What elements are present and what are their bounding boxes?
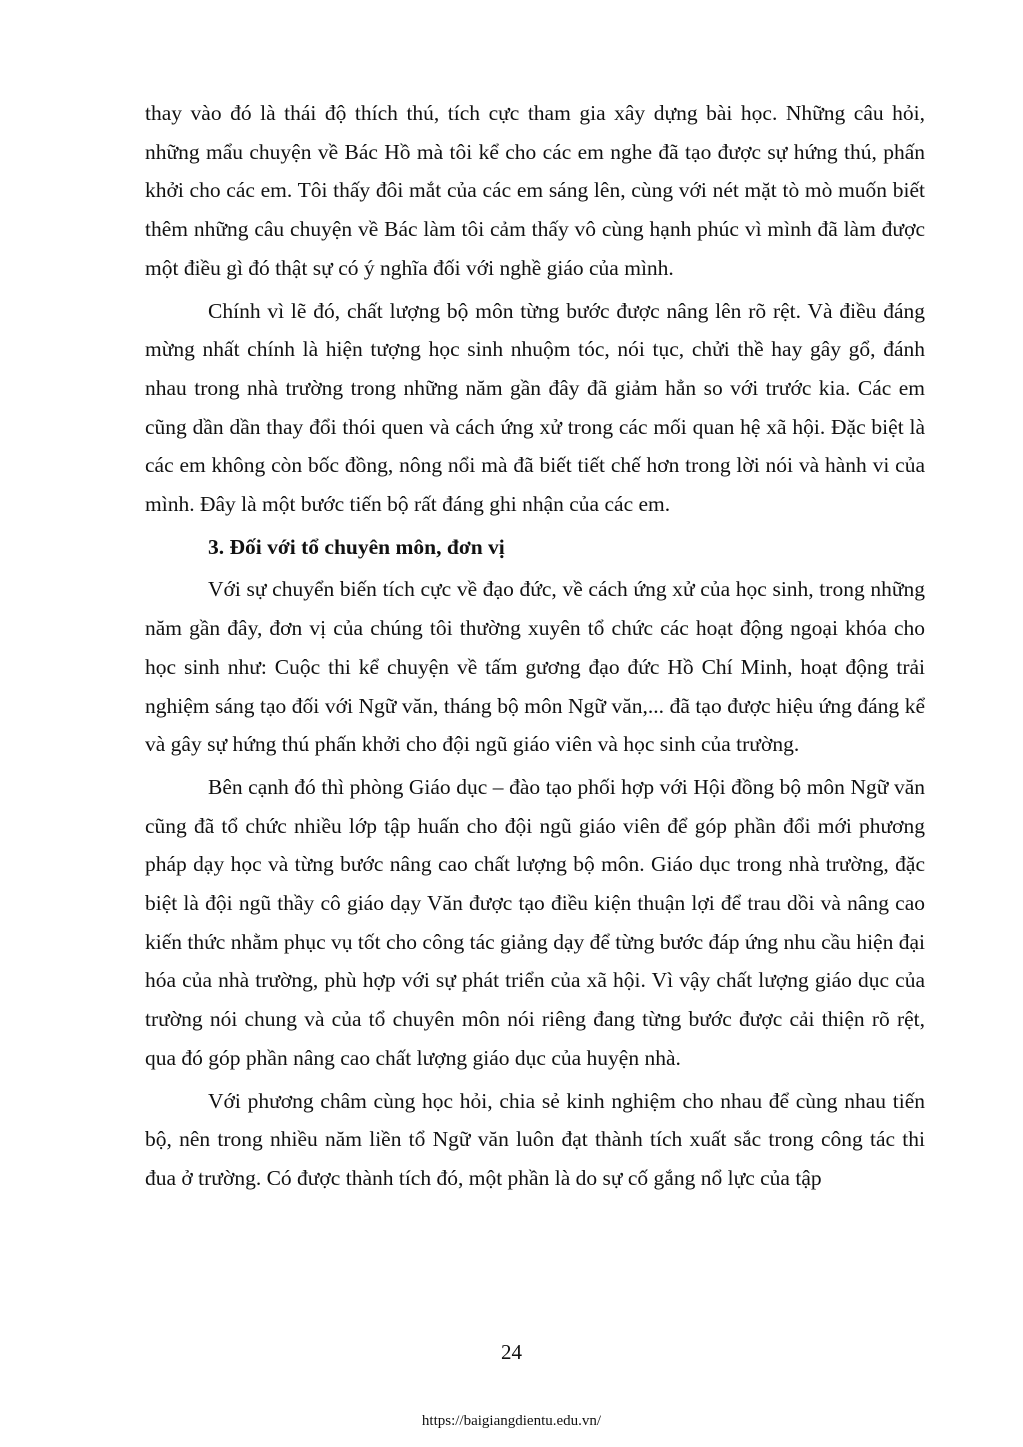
paragraph-training: Bên cạnh đó thì phòng Giáo dục – đào tạo phối hợp với Hội đồng bộ môn Ngữ văn cũng đã tổ chức nhiều lớp tập huấn cho đội ngũ giáo viên để góp phần đổi mới phương pháp dạy học và từng bước nâng cao chất lượng bộ môn. Giáo dục trong nhà trường, đặc biệt là đội ngũ thầy cô giáo dạy Văn được tạo điều kiện thuận lợi để trau dồi và nâng cao kiến thức nhằm phục vụ tốt cho công tác giảng dạy để từng bước đáp ứng nhu cầu hiện đại hóa của nhà trường, phù hợp với sự phát triển của xã hội. Vì vậy chất lượng giáo dục của trường nói chung và của tổ chuyên môn nói riêng đang từng bước được cải thiện rõ rệt, qua đó góp phần nâng cao chất lượng giáo dục của huyện nhà.	[145, 774, 925, 1070]
paragraph-extracurricular: Với sự chuyển biến tích cực về đạo đức, về cách ứng xử của học sinh, trong những năm gần đây, đơn vị của chúng tôi thường xuyên tổ chức các hoạt động ngoại khóa cho học sinh như: Cuộc thi kể chuyện về tấm gương đạo đức Hồ Chí Minh, hoạt động trải nghiệm sáng tạo đối với Ngữ văn, tháng bộ môn Ngữ văn,... đã tạo được hiệu ứng đáng kể và gây sự hứng thú phấn khởi cho đội ngũ giáo viên và học sinh của trường.	[145, 577, 925, 757]
page-number: 24	[501, 1340, 522, 1364]
paragraph-achievements: Với phương châm cùng học hỏi, chia sẻ kinh nghiệm cho nhau để cùng nhau tiến bộ, nên trong nhiều năm liền tổ Ngữ văn luôn đạt thành tích xuất sắc trong công tác thi đua ở trường. Có được thành tích đó, một phần là do sự cố gắng nổ lực của tập	[145, 1088, 925, 1190]
section-heading-3: 3. Đối với tổ chuyên môn, đơn vị	[208, 534, 505, 559]
paragraph-quality-improvement: Chính vì lẽ đó, chất lượng bộ môn từng bước được nâng lên rõ rệt. Và điều đáng mừng nhất chính là hiện tượng học sinh nhuộm tóc, nói tục, chửi thề hay gây gổ, đánh nhau trong nhà trường trong những năm gần đây đã giảm hẳn so với trước kia. Các em cũng dần dần thay đổi thói quen và cách ứng xử trong các mối quan hệ xã hội. Đặc biệt là các em không còn bốc đồng, nông nổi mà đã biết tiết chế hơn trong lời nói và hành vi của mình. Đây là một bước tiến bộ rất đáng ghi nhận của các em.	[145, 298, 925, 517]
paragraph-continuation: thay vào đó là thái độ thích thú, tích cực tham gia xây dựng bài học. Những câu hỏi, những mẩu chuyện về Bác Hồ mà tôi kể cho các em nghe đã tạo được sự hứng thú, phấn khởi cho các em. Tôi thấy đôi mắt của các em sáng lên, cùng với nét mặt tò mò muốn biết thêm những câu chuyện về Bác làm tôi cảm thấy vô cùng hạnh phúc vì mình đã làm được một điều gì đó thật sự có ý nghĩa đối với nghề giáo của mình.	[145, 101, 925, 280]
document-body	[145, 94, 925, 1202]
footer-url[interactable]: https://baigiangdientu.edu.vn/	[421, 1413, 602, 1429]
